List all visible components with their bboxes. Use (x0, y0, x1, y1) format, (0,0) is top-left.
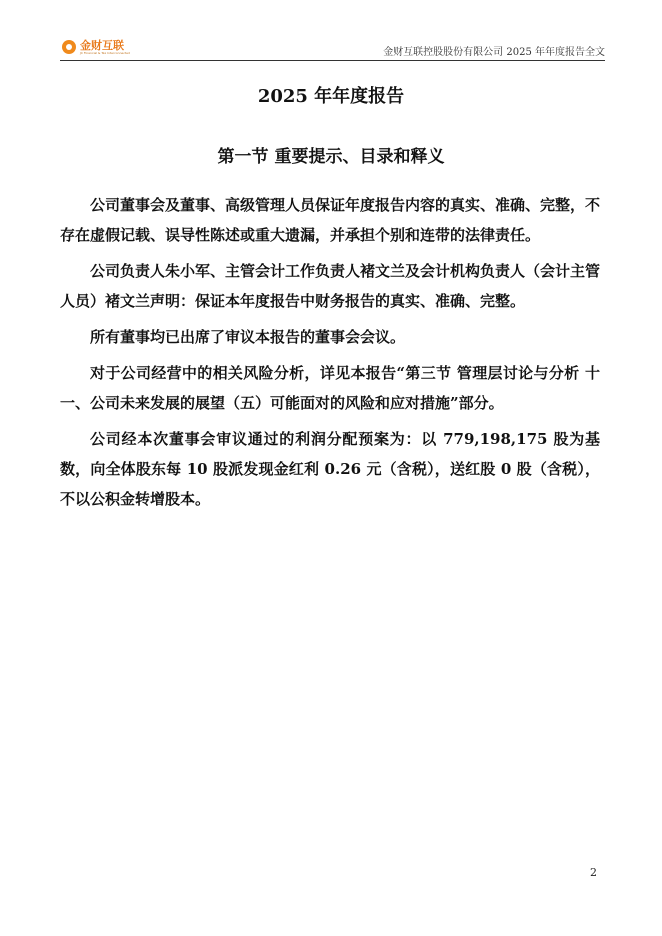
logo-icon (62, 40, 76, 54)
logo-text-block (80, 40, 130, 55)
section-title: 第一节 重要提示、目录和释义 (217, 147, 445, 167)
document-title: 2025 年年度报告 (257, 86, 405, 107)
paragraph-responsible-persons: 公司负责人朱小军、主管会计工作负责人褚文兰及会计机构负责人（会计主管人员）褚文兰声明：保证本年度报告中财务报告的真实、准确、完整。 (60, 262, 601, 310)
paragraph-profit-distribution: 公司经本次董事会审议通过的利润分配预案为：以 779,198,175 股为基数，向全体股东每 10 股派发现金红利 0.26 元（含税），送红股 0 股（含税），不以公积金转增股本。 (60, 430, 600, 508)
page-number: 2 (590, 866, 597, 879)
paragraph-risk-analysis: 对于公司经营中的相关风险分析，详见本报告“第三节 管理层讨论与分析 十一、公司未来发展的展望（五）可能面对的风险和应对措施”部分。 (60, 364, 600, 412)
paragraph-board-guarantee: 公司董事会及董事、高级管理人员保证年度报告内容的真实、准确、完整，不存在虚假记载、误导性陈述或重大遗漏，并承担个别和连带的法律责任。 (60, 196, 601, 244)
page-header (60, 38, 605, 61)
document-body (60, 190, 600, 520)
header-title: 金财互联控股股份有限公司 2025 年年度报告全文 (383, 47, 605, 58)
logo-text: 金财互联 (80, 38, 124, 52)
logo-subtext: JC Financial & Tax Interconnected (80, 50, 130, 55)
paragraph-attendance: 所有董事均已出席了审议本报告的董事会会议。 (90, 328, 406, 346)
company-logo (62, 38, 130, 56)
